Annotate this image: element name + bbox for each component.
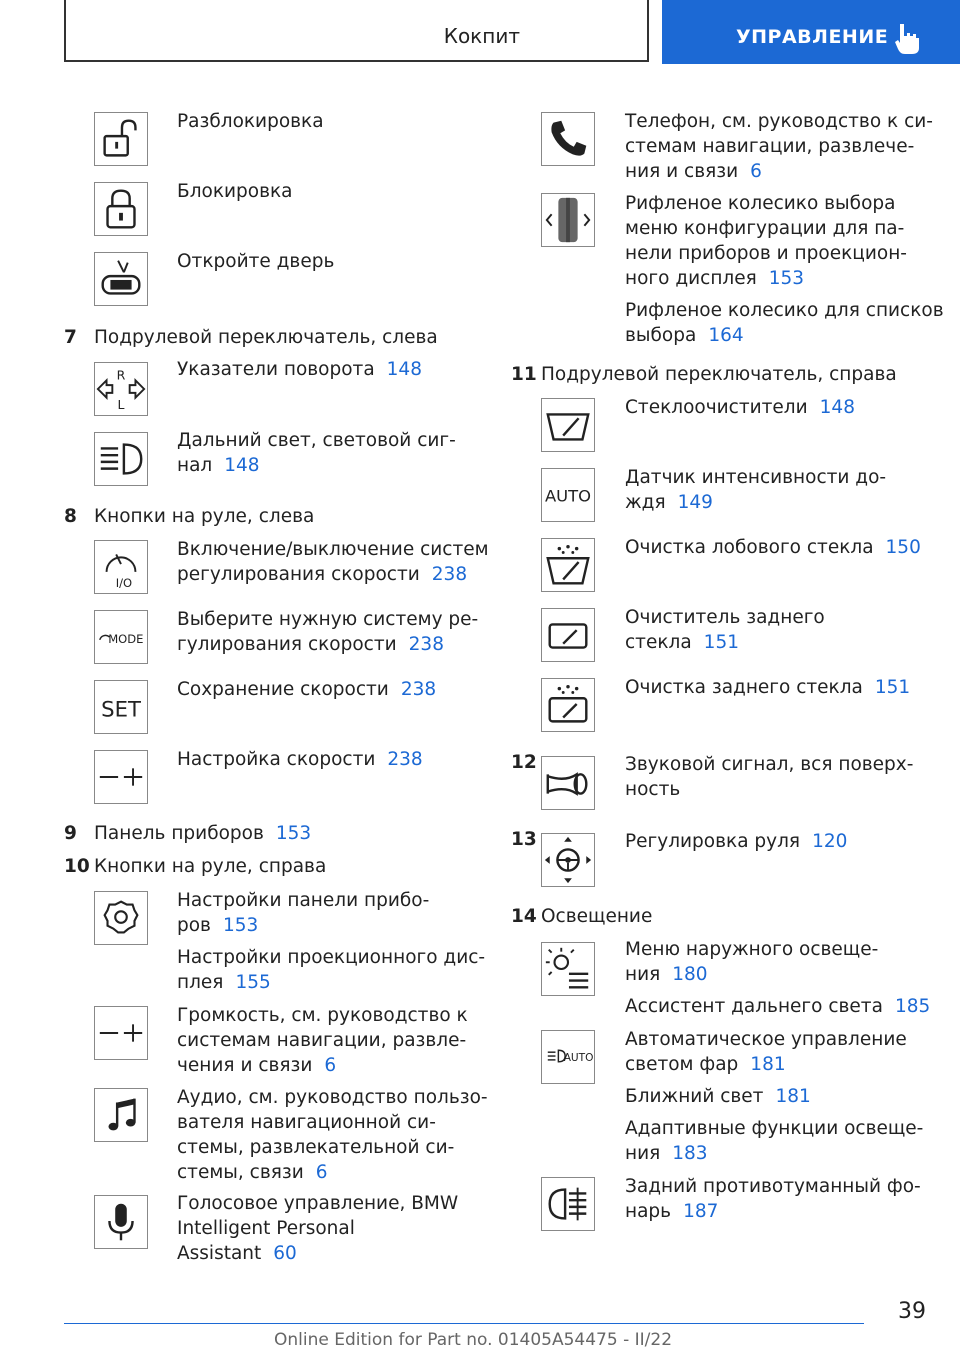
lock-item-text: Блокировка [177, 181, 293, 202]
page-link[interactable]: 183 [672, 1143, 708, 1164]
auto-headlight-icon [541, 1030, 595, 1084]
section-title: Панель приборов 153 [94, 823, 312, 844]
microphone-icon [94, 1195, 148, 1249]
page-link[interactable]: 148 [224, 455, 260, 476]
auto-icon [541, 468, 595, 522]
phone-icon [541, 112, 595, 166]
page-link[interactable]: 6 [315, 1162, 328, 1183]
svg-text:AUTO: AUTO [563, 1051, 594, 1064]
page-link[interactable]: 238 [431, 564, 468, 585]
rear-fog-icon [541, 1177, 595, 1231]
rear-wiper-icon [541, 608, 595, 662]
page-link[interactable]: 187 [683, 1201, 719, 1222]
item-text: Телефон, см. руководство к си- стемам навигации, развлече- ния и связи 6 [625, 111, 933, 182]
mode-icon [94, 610, 148, 664]
turn-signal-icon [94, 362, 148, 416]
section-title: Подрулевой переключатель, слева [94, 327, 438, 348]
thumbwheel-icon [541, 193, 595, 247]
exterior-light-icon [541, 942, 595, 996]
svg-text:MODE: MODE [108, 631, 144, 646]
page-link[interactable]: 153 [768, 268, 805, 289]
item-text: Аудио, см. руководство пользо- вателя навигационной си- стемы, развлекательной си- стемы, связи 6 [177, 1087, 488, 1183]
page-link[interactable]: 153 [275, 823, 312, 844]
chapter-tab[interactable] [662, 0, 960, 64]
rear-washer-icon [541, 678, 595, 732]
section-title: Кнопки на руле, справа [94, 856, 327, 877]
volume-plus-minus-icon [94, 1006, 148, 1060]
page-link[interactable]: 181 [775, 1086, 811, 1107]
lock-icon [94, 182, 148, 236]
item-text: Очиститель заднего стекла 151 [625, 607, 825, 653]
page-link[interactable]: 151 [874, 677, 911, 698]
item-text: Настройка скорости 238 [177, 749, 423, 770]
item-text: Голосовое управление, BMW Intelligent Personal Assistant 60 [177, 1193, 459, 1264]
section-number: 13 [511, 829, 537, 850]
page-number: 39 [898, 1299, 926, 1324]
section-title: Кокпит [443, 24, 520, 48]
page-link[interactable]: 149 [677, 492, 713, 513]
page-link[interactable]: 120 [812, 831, 848, 852]
page-link[interactable]: 6 [750, 161, 762, 182]
section-number: 8 [64, 506, 77, 527]
page-link[interactable]: 238 [400, 679, 437, 700]
set-icon [94, 680, 148, 734]
page-link[interactable]: 150 [885, 537, 921, 558]
high-beam-icon [94, 432, 148, 486]
music-note-icon [94, 1088, 148, 1142]
item-text: Очистка лобового стекла 150 [625, 537, 921, 558]
lock-item-text: Откройте дверь [177, 251, 335, 272]
page-link[interactable]: 238 [408, 634, 444, 655]
page-link[interactable]: 151 [703, 632, 739, 653]
item-text: Выберите нужную систему ре- гулирования скорости 238 [177, 609, 479, 655]
page-link[interactable]: 155 [235, 972, 271, 993]
item-text: Стеклоочистители 148 [625, 397, 855, 418]
page-link[interactable]: 148 [819, 397, 855, 418]
chapter-title: УПРАВЛЕНИЕ [736, 26, 889, 48]
edition-text: Online Edition for Part no. 01405A54475 - II/22 [274, 1330, 673, 1350]
item-text: Датчик интенсивности до- ждя 149 [625, 467, 887, 513]
svg-text:AUTO: AUTO [544, 486, 592, 506]
lock-item-text: Разблокировка [177, 111, 324, 132]
svg-text:R: R [116, 367, 126, 383]
item-text: Очистка заднего стекла 151 [625, 677, 911, 698]
item-text: Включение/выключение систем регулирования скорости 238 [177, 539, 489, 585]
horn-icon [541, 756, 595, 810]
item-text: Автоматическое управление светом фар 181 Ближний свет 181 Адаптивные функции освеще- ния 183 [625, 1029, 924, 1164]
item-text: Рифленое колесико выбора меню конфигурации для па- нели приборов и проекцион- ного дисплея 153 Рифленое колесико для списков выбора 164 [625, 193, 944, 346]
gear-icon [94, 891, 148, 945]
hand-icon [892, 22, 922, 56]
wiper-icon [541, 398, 595, 452]
item-text: Задний противотуманный фо- нарь 187 [625, 1176, 921, 1222]
svg-text:SET: SET [101, 696, 141, 722]
section-number: 12 [511, 752, 537, 773]
item-text: Меню наружного освеще- ния 180 Ассистент дальнего света 185 [625, 939, 931, 1017]
plus-minus-icon [94, 750, 148, 804]
page-link[interactable]: 153 [222, 915, 259, 936]
section-number: 10 [64, 856, 90, 877]
page-link[interactable]: 238 [387, 749, 423, 770]
section-title: Освещение [541, 906, 653, 927]
steering-adjust-icon [541, 833, 595, 887]
item-text: Регулировка руля 120 [625, 831, 848, 852]
section-number: 9 [64, 823, 77, 844]
page-link[interactable]: 60 [273, 1243, 297, 1264]
page-link[interactable]: 6 [324, 1055, 337, 1076]
header-left-frame [64, 0, 649, 62]
item-text: Громкость, см. руководство к системам навигации, развле- чения и связи 6 [177, 1005, 468, 1076]
page-link[interactable]: 164 [708, 325, 744, 346]
section-title: Подрулевой переключатель, справа [541, 364, 897, 385]
item-text: Звуковой сигнал, вся поверх- ность [625, 754, 914, 800]
svg-text:L: L [117, 397, 125, 413]
item-text: Указатели поворота 148 [177, 359, 422, 380]
page-link[interactable]: 148 [386, 359, 422, 380]
page-link[interactable]: 181 [750, 1054, 786, 1075]
page-link[interactable]: 185 [894, 996, 931, 1017]
open-door-icon [94, 252, 148, 306]
item-text: Дальний свет, световой сиг- нал 148 [177, 430, 456, 476]
section-number: 14 [511, 906, 537, 927]
item-text: Настройки панели прибо- ров 153 Настройки проекционного дис- плея 155 [177, 890, 486, 993]
section-title: Кнопки на руле, слева [94, 506, 315, 527]
windshield-washer-icon [541, 538, 595, 592]
section-number: 11 [511, 364, 537, 385]
unlock-icon [94, 112, 148, 166]
speed-control-onoff-icon [94, 540, 148, 594]
svg-text:I/O: I/O [115, 576, 133, 591]
footer-divider [64, 1323, 864, 1324]
page-link[interactable]: 180 [672, 964, 708, 985]
section-number: 7 [64, 327, 77, 348]
item-text: Сохранение скорости 238 [177, 679, 437, 700]
